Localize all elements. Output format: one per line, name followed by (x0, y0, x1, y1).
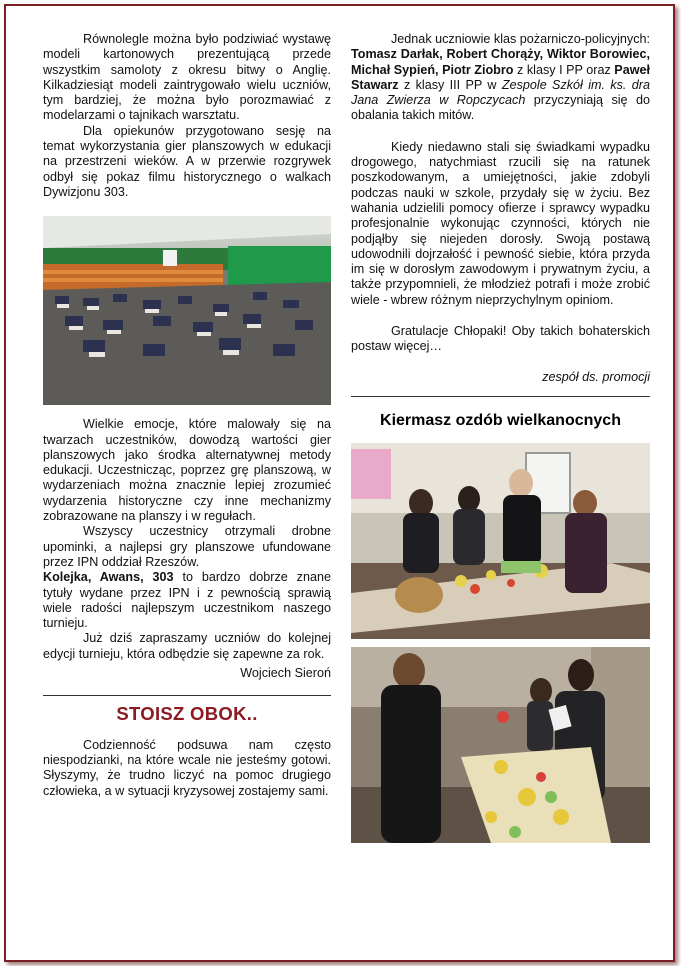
promotion-team-signature (351, 370, 650, 385)
paragraph-accident: Kiedy niedawno stali się świadkami wypadku drogowego, natychmiast rzucili się na ratunek poszkodowanym, a umiejętności, jakie zdobyli podczas nauki w szkole, przydały się w życiu. Bez wahania udzielili pomocy ofierze i sprawcy wypadku profesjonalnie wykonując czynności, których nie podjąłby się niejeden dorosły. Swoją postawą udowodnili dojrzałość i pewność siebie, która przyda im się w dorosłym zawodowym i prywatnym życiu, a także przypomnieli, że młodzież potrafi i może zrobić wiele - wbrew różnym nieprzychylnym opiniom. (351, 139, 650, 307)
game-title-303: 303 (152, 570, 174, 585)
game-title-awans: Awans (99, 570, 141, 585)
students-class-text: z klasy I PP oraz (513, 62, 615, 77)
signature-text: zespół ds. promocji (542, 369, 650, 384)
paragraph-congratulations: Gratulacje Chłopaki! Oby takich bohaterskich postaw więcej… (351, 324, 650, 354)
paragraph-teacher-session: Dla opiekunów przygotowano sesję na temat wykorzystania gier planszowych w edukacji na przestrzeni wieków. A w przerwie rozgrywek odbył się pokaz filmu historycznego o walkach Dywizjonu 303. (43, 123, 331, 199)
paragraph-emotions: Wielkie emocje, które malowały się na twarzach uczestników, dowodzą wartości gier planszowych jako środka alternatywnej metody edukacji. Uczestnicząc, poprzez grę planszową, w wydarzeniach można znacznie lepiej zrozumieć wydarzenia historyczne czy inne mechanizmy zobrazowane na planszy i w regułach. (43, 417, 331, 524)
game-title-separator: , (87, 570, 100, 585)
student-name-stawarz: Paweł Stawarz (351, 62, 650, 92)
students-class-text-2: z klasy III PP w (398, 77, 502, 92)
section-divider (43, 695, 331, 696)
right-column (351, 32, 650, 843)
section-heading-stoisz-obok: STOISZ OBOK.. (116, 703, 258, 725)
easter-fair-photo-1 (351, 443, 650, 639)
student-names: Tomasz Darłak, Robert Chorąży, Wiktor Borowiec, Michał Sypień, Piotr Ziobro (351, 47, 650, 77)
students-outro: przyczyniają się do obalania takich mitów. (351, 93, 650, 123)
left-column (43, 32, 331, 799)
paragraph-invitation: Już dziś zapraszamy uczniów do kolejnej edycji turnieju, która odbędzie się zapewne za rok. (43, 631, 331, 661)
paragraph-everyday-life: Codzienność podsuwa nam często niespodzianki, na które wcale nie jesteśmy gotowi. Słyszymy, że trudno liczyć na pomoc drugiego człowieka, a w sytuacji kryzysowej zostajemy sami. (43, 737, 331, 798)
paragraph-students (351, 32, 650, 124)
game-title-separator: , (140, 570, 153, 585)
tournament-hall-illustration (43, 216, 331, 405)
easter-fair-illustration-1 (351, 443, 650, 639)
paragraph-model-exhibition: Równolegle można było podziwiać wystawę modeli kartonowych prezentującą przede wszystkim samoloty z okresu bitwy o Anglię. Kilkadziesiąt modeli zaintrygowało wielu uczniów, tym bardziej, że można było porozmawiać z modelarzami o tajnikach warsztatu. (43, 32, 331, 123)
easter-fair-photo-2 (351, 647, 650, 843)
prizes-text-end: to bardzo dobrze znane tytuły wydane przez IPN i z pewnością sprawią wiele radości najlepszym uczestnikom naszego turnieju. (43, 570, 331, 631)
section-divider (351, 396, 650, 397)
paragraph-prizes (43, 524, 331, 631)
game-title-kolejka: Kolejka (43, 570, 88, 585)
section-heading-easter-fair: Kiermasz ozdób wielkanocnych (380, 411, 621, 429)
prizes-text: Wszyscy uczestnicy otrzymali drobne upominki, a najlepsi gry planszowe ufundowane przez IPN oddział Rzeszów. (43, 524, 331, 569)
article-author: Wojciech Sieroń (240, 666, 331, 681)
students-intro: Jednak uczniowie klas pożarniczo-policyjnych: (391, 32, 650, 46)
school-name: Zespole Szkół im. ks. dra Jana Zwierza w Ropczycach (351, 77, 650, 108)
tournament-hall-photo (43, 216, 331, 405)
easter-fair-illustration-2 (351, 647, 650, 843)
newsletter-page (4, 4, 675, 962)
